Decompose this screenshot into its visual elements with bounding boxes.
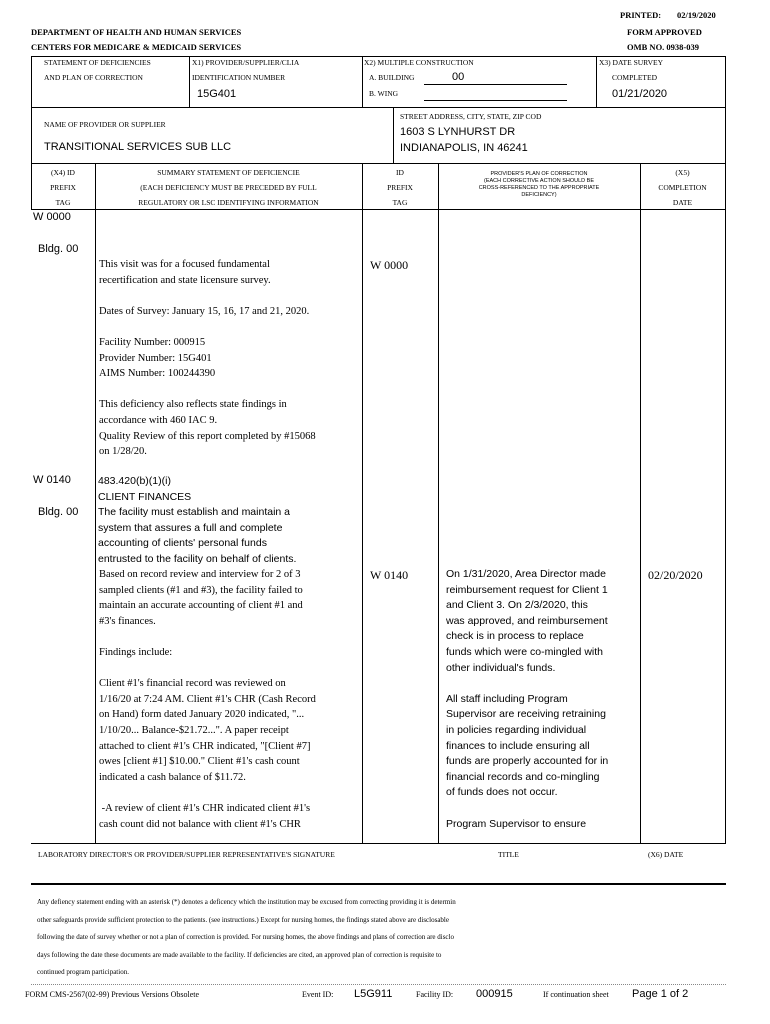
disclaimer-text xyxy=(37,894,456,982)
provider-name-value: TRANSITIONAL SERVICES SUB LLC xyxy=(44,141,232,153)
x5-header: (X5) COMPLETION DATE xyxy=(658,168,707,207)
plan-line: was approved, and reimbursement xyxy=(446,614,608,627)
summary-line: Findings include: xyxy=(99,646,173,658)
summary-line: Client #1's financial record was reviewed on xyxy=(99,678,286,690)
provider-divider xyxy=(393,107,394,163)
entry-building-1: Bldg. 00 xyxy=(38,243,79,255)
box-divider-1 xyxy=(189,56,190,107)
disclaimer-line: days following the date these documents are made available to the facility. If deficiencies are cited, an approved plan of correction is requisite to xyxy=(37,950,442,959)
signature-date-label: (X6) DATE xyxy=(648,850,684,859)
plan-label: AND PLAN OF CORRECTION xyxy=(44,73,143,82)
summary-line: indicated a cash balance of $11.72. xyxy=(99,771,246,783)
plan-line: funds are properly accounted for in xyxy=(446,755,609,768)
plan-line: All staff including Program xyxy=(446,692,568,705)
regulation-line: CLIENT FINANCES xyxy=(98,490,192,503)
plan-line: Supervisor are receiving retraining xyxy=(446,708,606,721)
summary-line: -A review of client #1's CHR indicated client #1's xyxy=(99,802,311,814)
printed-date: 02/19/2020 xyxy=(677,10,716,20)
building-value: 00 xyxy=(452,71,465,83)
summary-line: attached to client #1's CHR indicated, "[Client #7] xyxy=(99,740,311,752)
summary-line: Quality Review of this report completed by #15068 xyxy=(99,430,316,442)
entry-building-2: Bldg. 00 xyxy=(38,506,79,518)
summary-line: recertification and state licensure survey. xyxy=(99,274,271,286)
building-label: A. BUILDING xyxy=(369,73,415,82)
director-signature-label: LABORATORY DIRECTOR'S OR PROVIDER/SUPPLIER REPRESENTATIVE'S SIGNATURE xyxy=(38,850,335,859)
entry-2-findings xyxy=(99,567,316,832)
summary-line: This visit was for a focused fundamental xyxy=(99,259,270,270)
x2-label: X2) MULTIPLE CONSTRUCTION xyxy=(364,58,474,67)
provider-bottom-border xyxy=(31,163,726,164)
summary-line: Based on record review and interview for 2 of 3 xyxy=(99,569,301,580)
department-name: DEPARTMENT OF HEALTH AND HUMAN SERVICES xyxy=(31,27,242,37)
plan-line: funds which were co-mingled with xyxy=(446,645,603,658)
summary-line: maintain an accurate accounting of client #1 and xyxy=(99,600,303,612)
completed-label: COMPLETED xyxy=(612,73,657,82)
statement-label: STATEMENT OF DEFICIENCIES xyxy=(44,58,151,67)
summary-line: 1/10/20... Balance-$21.72...". A paper receipt xyxy=(99,724,289,736)
plan-line: and Client 3. On 2/3/2020, this xyxy=(446,599,588,612)
entry-ref-tag-w0000: W 0000 xyxy=(370,258,409,272)
summary-line: Provider Number: 15G401 xyxy=(99,352,212,364)
summary-line: Dates of Survey: January 15, 16, 17 and 21, 2020. xyxy=(99,305,310,317)
plan-header: PROVIDER'S PLAN OF CORRECTION (EACH CORRECTIVE ACTION SHOULD BE CROSS-REFERENCED TO THE APPROPRIATE DEFICIENCY) xyxy=(478,171,600,198)
disclaimer-line: Any defiency statement ending with an asterisk (*) denotes a deficency which the institution may be excused from correcting providing it is determin xyxy=(37,898,456,906)
entry-ref-tag-w0140: W 0140 xyxy=(370,568,409,582)
top-border xyxy=(31,56,726,57)
facility-id-label: Facility ID: xyxy=(416,990,454,999)
summary-line: cash count did not balance with client #1's CHR xyxy=(99,818,301,830)
entry-tag-w0140: W 0140 xyxy=(33,474,71,486)
disclaimer-line: other safeguards provide sufficient protection to the patients. (see instructions.) Except for nursing homes, the findings stated above are disclosable xyxy=(37,915,449,924)
continuation-label: If continuation sheet xyxy=(543,990,609,999)
plan-line: reimbursement request for Client 1 xyxy=(446,583,608,596)
event-id-label: Event ID: xyxy=(302,990,334,999)
col-divider-tag xyxy=(95,163,96,844)
summary-header: SUMMARY STATEMENT OF DEFICIENCIE (EACH DEFICIENCY MUST BE PRECEDED BY FULL REGULATORY OR LSC IDENTIFYING INFORMATION xyxy=(138,168,319,207)
footer-divider xyxy=(31,984,726,985)
wing-underline xyxy=(424,100,567,101)
entry-2-regulation xyxy=(98,474,296,568)
regulation-line: system that assures a full and complete xyxy=(98,521,283,534)
plan-line: of funds does not occur. xyxy=(446,786,558,799)
plan-line: finances to include ensuring all xyxy=(446,739,590,752)
plan-of-correction xyxy=(446,567,608,832)
plan-line: other individual's funds. xyxy=(446,661,556,674)
x3-label: X3) DATE SURVEY xyxy=(599,58,663,67)
city-state-zip-value: INDIANAPOLIS, IN 46241 xyxy=(400,142,528,154)
plan-line: On 1/31/2020, Area Director made xyxy=(446,568,606,580)
box-divider-2 xyxy=(362,56,363,107)
entry-tag-w0000: W 0000 xyxy=(33,211,71,223)
box-divider-3 xyxy=(596,56,597,107)
wing-label: B. WING xyxy=(369,89,399,98)
disclaimer-line: continued program participation. xyxy=(37,968,129,976)
survey-date-value: 01/21/2020 xyxy=(612,88,668,100)
col-divider-id xyxy=(438,163,439,844)
regulation-line: entrusted to the facility on behalf of clients. xyxy=(98,552,297,565)
printed-label: PRINTED: xyxy=(620,10,662,20)
summary-line: 1/16/20 at 7:24 AM. Client #1's CHR (Cash Record xyxy=(99,693,316,705)
plan-line: check is in process to replace xyxy=(446,630,584,643)
signature-bottom-border xyxy=(31,883,726,885)
regulation-line: accounting of clients' personal funds xyxy=(98,537,267,550)
plan-line: financial records and co-mingling xyxy=(446,770,600,783)
x4-header: (X4) ID PREFIX TAG xyxy=(50,168,76,207)
omb-number: OMB NO. 0938-039 xyxy=(627,42,700,52)
box-left-border xyxy=(31,56,32,107)
summary-line: on Hand) form dated January 2020 indicated, "... xyxy=(99,709,305,721)
regulation-line: 483.420(b)(1)(i) xyxy=(98,475,171,487)
x1-label: X1) PROVIDER/SUPPLIER/CLIA xyxy=(192,58,300,67)
id-header: ID PREFIX TAG xyxy=(387,168,413,207)
regulation-line: The facility must establish and maintain a xyxy=(98,506,291,519)
plan-line: in policies regarding individual xyxy=(446,723,587,736)
entry-1-summary xyxy=(99,257,316,460)
summary-line: This deficiency also reflects state findings in xyxy=(99,399,287,411)
col-right-border xyxy=(725,163,726,844)
x1-id-label: IDENTIFICATION NUMBER xyxy=(192,73,286,82)
summary-line: Facility Number: 000915 xyxy=(99,336,206,348)
summary-line: AIMS Number: 100244390 xyxy=(99,368,216,380)
box-row-divider xyxy=(31,107,726,108)
summary-line: sampled clients (#1 and #3), the facility failed to xyxy=(99,584,303,596)
form-approved: FORM APPROVED xyxy=(627,27,702,37)
building-underline xyxy=(424,84,567,85)
provider-left-border xyxy=(31,107,32,163)
street-address-label: STREET ADDRESS, CITY, STATE, ZIP COD xyxy=(400,112,542,121)
disclaimer-line: following the date of survey whether or not a plan of correction is provided. For nursing homes, the above findings and plans of correction are disclo xyxy=(37,933,454,941)
completion-date: 02/20/2020 xyxy=(648,568,703,582)
summary-line: on 1/28/20. xyxy=(99,446,147,458)
col-divider-plan xyxy=(640,163,641,844)
col-divider-summary xyxy=(362,163,363,844)
event-id-value: L5G911 xyxy=(354,988,393,1000)
street-address-value: 1603 S LYNHURST DR xyxy=(400,126,516,138)
table-bottom-border xyxy=(31,843,726,844)
title-label: TITLE xyxy=(498,850,519,859)
facility-id-value: 000915 xyxy=(476,988,513,1000)
summary-line: #3's finances. xyxy=(99,615,156,627)
page-number: Page 1 of 2 xyxy=(632,988,689,1000)
provider-name-label: NAME OF PROVIDER OR SUPPLIER xyxy=(44,120,166,129)
box-right-border xyxy=(725,56,726,163)
centers-name: CENTERS FOR MEDICARE & MEDICAID SERVICES xyxy=(31,42,242,52)
summary-line: accordance with 460 IAC 9. xyxy=(99,414,218,426)
form-number: FORM CMS-2567(02-99) Previous Versions Obsolete xyxy=(25,990,200,999)
plan-line: Program Supervisor to ensure xyxy=(446,817,587,830)
summary-line: owes [client #1] $10.00." Client #1's cash count xyxy=(99,756,300,768)
provider-id-value: 15G401 xyxy=(197,88,237,100)
